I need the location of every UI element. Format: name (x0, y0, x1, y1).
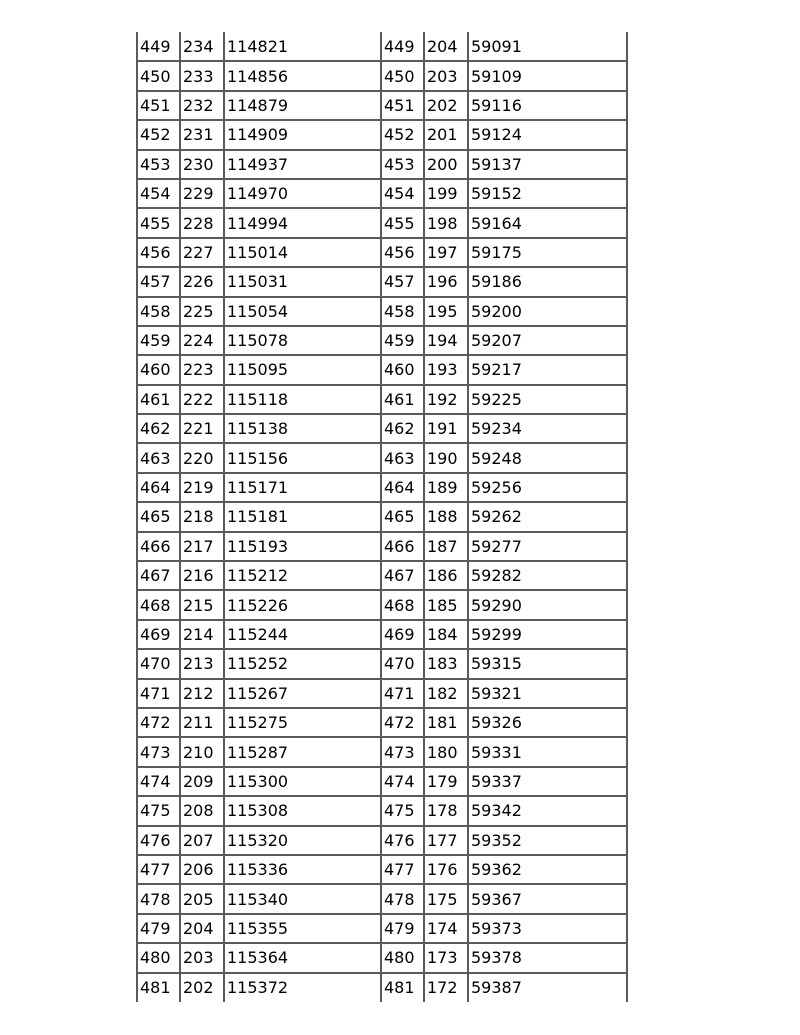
cell-left-score: 465 (137, 502, 180, 531)
cell-left-score: 455 (137, 208, 180, 237)
cell-right-score: 460 (381, 355, 424, 384)
cell-left-score: 453 (137, 150, 180, 179)
cell-left-score: 471 (137, 679, 180, 708)
cell-left-score: 449 (137, 32, 180, 61)
cell-left-count: 222 (180, 385, 224, 414)
cell-right-score: 475 (381, 796, 424, 825)
cell-right-count: 191 (424, 414, 468, 443)
cell-left-cumulative: 114937 (224, 150, 381, 179)
cell-right-score: 467 (381, 561, 424, 590)
cell-left-count: 233 (180, 61, 224, 90)
cell-right-score: 452 (381, 120, 424, 149)
cell-right-score: 468 (381, 590, 424, 619)
cell-right-score: 459 (381, 326, 424, 355)
cell-left-count: 207 (180, 826, 224, 855)
cell-right-score: 455 (381, 208, 424, 237)
cell-right-cumulative: 59282 (468, 561, 627, 590)
cell-right-count: 184 (424, 620, 468, 649)
table-row (137, 502, 627, 531)
table-row (137, 414, 627, 443)
table-row (137, 561, 627, 590)
cell-right-cumulative: 59137 (468, 150, 627, 179)
cell-left-cumulative: 115275 (224, 708, 381, 737)
cell-left-count: 206 (180, 855, 224, 884)
cell-left-count: 203 (180, 943, 224, 972)
cell-left-cumulative: 115095 (224, 355, 381, 384)
table-row (137, 61, 627, 90)
cell-left-score: 466 (137, 532, 180, 561)
table-row (137, 326, 627, 355)
cell-right-score: 465 (381, 502, 424, 531)
table-row (137, 679, 627, 708)
cell-left-score: 463 (137, 443, 180, 472)
cell-left-cumulative: 115181 (224, 502, 381, 531)
cell-left-score: 479 (137, 914, 180, 943)
cell-right-cumulative: 59091 (468, 32, 627, 61)
cell-right-cumulative: 59331 (468, 737, 627, 766)
table-row (137, 943, 627, 972)
cell-left-score: 468 (137, 590, 180, 619)
cell-left-score: 467 (137, 561, 180, 590)
cell-left-cumulative: 114994 (224, 208, 381, 237)
cell-right-cumulative: 59124 (468, 120, 627, 149)
document-page (136, 32, 626, 1002)
score-table (136, 32, 628, 1002)
cell-left-cumulative: 115078 (224, 326, 381, 355)
table-row (137, 473, 627, 502)
cell-right-score: 462 (381, 414, 424, 443)
table-row (137, 532, 627, 561)
cell-left-cumulative: 115226 (224, 590, 381, 619)
cell-right-cumulative: 59299 (468, 620, 627, 649)
cell-right-score: 476 (381, 826, 424, 855)
cell-left-count: 224 (180, 326, 224, 355)
cell-left-cumulative: 114821 (224, 32, 381, 61)
table-row (137, 708, 627, 737)
cell-left-score: 461 (137, 385, 180, 414)
cell-left-cumulative: 115171 (224, 473, 381, 502)
cell-left-score: 470 (137, 649, 180, 678)
cell-right-count: 187 (424, 532, 468, 561)
cell-right-count: 192 (424, 385, 468, 414)
table-row (137, 973, 627, 1002)
cell-right-cumulative: 59277 (468, 532, 627, 561)
cell-right-score: 480 (381, 943, 424, 972)
cell-left-count: 211 (180, 708, 224, 737)
cell-right-cumulative: 59367 (468, 884, 627, 913)
cell-right-score: 464 (381, 473, 424, 502)
cell-left-count: 205 (180, 884, 224, 913)
cell-right-count: 174 (424, 914, 468, 943)
cell-right-count: 177 (424, 826, 468, 855)
cell-left-cumulative: 115212 (224, 561, 381, 590)
cell-right-count: 185 (424, 590, 468, 619)
cell-left-score: 464 (137, 473, 180, 502)
cell-right-count: 178 (424, 796, 468, 825)
cell-left-cumulative: 115336 (224, 855, 381, 884)
cell-left-score: 473 (137, 737, 180, 766)
cell-right-score: 466 (381, 532, 424, 561)
cell-left-score: 481 (137, 973, 180, 1002)
cell-left-score: 462 (137, 414, 180, 443)
table-row (137, 385, 627, 414)
cell-left-count: 229 (180, 179, 224, 208)
cell-right-count: 175 (424, 884, 468, 913)
cell-right-count: 193 (424, 355, 468, 384)
table-row (137, 238, 627, 267)
table-row (137, 267, 627, 296)
cell-right-cumulative: 59234 (468, 414, 627, 443)
cell-right-count: 180 (424, 737, 468, 766)
table-row (137, 826, 627, 855)
cell-right-cumulative: 59342 (468, 796, 627, 825)
cell-right-cumulative: 59175 (468, 238, 627, 267)
cell-right-cumulative: 59164 (468, 208, 627, 237)
score-table-body (137, 32, 627, 1002)
cell-right-count: 198 (424, 208, 468, 237)
cell-right-count: 194 (424, 326, 468, 355)
cell-right-count: 197 (424, 238, 468, 267)
cell-left-cumulative: 115300 (224, 767, 381, 796)
cell-right-score: 456 (381, 238, 424, 267)
table-row (137, 179, 627, 208)
cell-right-score: 450 (381, 61, 424, 90)
cell-left-cumulative: 115320 (224, 826, 381, 855)
cell-right-cumulative: 59152 (468, 179, 627, 208)
cell-left-cumulative: 114879 (224, 91, 381, 120)
cell-right-score: 472 (381, 708, 424, 737)
cell-right-cumulative: 59387 (468, 973, 627, 1002)
cell-right-cumulative: 59116 (468, 91, 627, 120)
cell-left-score: 476 (137, 826, 180, 855)
table-row (137, 443, 627, 472)
cell-right-cumulative: 59352 (468, 826, 627, 855)
table-row (137, 767, 627, 796)
cell-left-count: 213 (180, 649, 224, 678)
cell-right-cumulative: 59362 (468, 855, 627, 884)
table-row (137, 590, 627, 619)
cell-left-cumulative: 115014 (224, 238, 381, 267)
cell-right-count: 183 (424, 649, 468, 678)
cell-left-score: 456 (137, 238, 180, 267)
table-row (137, 120, 627, 149)
cell-left-count: 204 (180, 914, 224, 943)
cell-right-count: 190 (424, 443, 468, 472)
cell-left-score: 454 (137, 179, 180, 208)
cell-left-cumulative: 115138 (224, 414, 381, 443)
cell-left-cumulative: 115054 (224, 297, 381, 326)
cell-right-count: 186 (424, 561, 468, 590)
cell-left-cumulative: 115252 (224, 649, 381, 678)
cell-right-cumulative: 59378 (468, 943, 627, 972)
cell-right-cumulative: 59225 (468, 385, 627, 414)
table-row (137, 796, 627, 825)
cell-right-score: 471 (381, 679, 424, 708)
cell-right-score: 458 (381, 297, 424, 326)
cell-left-score: 474 (137, 767, 180, 796)
cell-left-count: 209 (180, 767, 224, 796)
cell-left-count: 225 (180, 297, 224, 326)
cell-left-cumulative: 115372 (224, 973, 381, 1002)
cell-left-count: 228 (180, 208, 224, 237)
cell-right-cumulative: 59337 (468, 767, 627, 796)
cell-right-count: 195 (424, 297, 468, 326)
cell-left-cumulative: 115193 (224, 532, 381, 561)
cell-left-cumulative: 115267 (224, 679, 381, 708)
cell-right-score: 473 (381, 737, 424, 766)
table-row (137, 91, 627, 120)
cell-left-cumulative: 115244 (224, 620, 381, 649)
cell-left-score: 458 (137, 297, 180, 326)
cell-right-score: 481 (381, 973, 424, 1002)
cell-right-score: 463 (381, 443, 424, 472)
table-row (137, 914, 627, 943)
cell-left-cumulative: 115308 (224, 796, 381, 825)
table-row (137, 297, 627, 326)
cell-right-cumulative: 59373 (468, 914, 627, 943)
cell-right-count: 182 (424, 679, 468, 708)
cell-right-count: 189 (424, 473, 468, 502)
cell-left-cumulative: 114856 (224, 61, 381, 90)
cell-right-count: 188 (424, 502, 468, 531)
cell-left-cumulative: 115355 (224, 914, 381, 943)
cell-right-cumulative: 59315 (468, 649, 627, 678)
cell-left-score: 469 (137, 620, 180, 649)
cell-left-cumulative: 115340 (224, 884, 381, 913)
cell-left-count: 226 (180, 267, 224, 296)
cell-left-score: 472 (137, 708, 180, 737)
cell-right-cumulative: 59109 (468, 61, 627, 90)
cell-right-count: 172 (424, 973, 468, 1002)
cell-right-score: 461 (381, 385, 424, 414)
cell-right-count: 181 (424, 708, 468, 737)
cell-right-cumulative: 59262 (468, 502, 627, 531)
cell-right-cumulative: 59200 (468, 297, 627, 326)
cell-right-score: 454 (381, 179, 424, 208)
cell-left-count: 212 (180, 679, 224, 708)
table-row (137, 855, 627, 884)
cell-left-cumulative: 115364 (224, 943, 381, 972)
cell-left-score: 459 (137, 326, 180, 355)
cell-right-count: 179 (424, 767, 468, 796)
cell-left-count: 230 (180, 150, 224, 179)
cell-right-cumulative: 59217 (468, 355, 627, 384)
cell-right-score: 449 (381, 32, 424, 61)
cell-left-count: 221 (180, 414, 224, 443)
cell-left-cumulative: 115118 (224, 385, 381, 414)
cell-right-count: 173 (424, 943, 468, 972)
cell-left-count: 218 (180, 502, 224, 531)
table-row (137, 355, 627, 384)
cell-left-count: 234 (180, 32, 224, 61)
cell-left-count: 219 (180, 473, 224, 502)
cell-left-count: 214 (180, 620, 224, 649)
cell-right-score: 474 (381, 767, 424, 796)
table-row (137, 737, 627, 766)
cell-right-score: 470 (381, 649, 424, 678)
cell-left-cumulative: 115031 (224, 267, 381, 296)
cell-right-score: 457 (381, 267, 424, 296)
table-row (137, 620, 627, 649)
cell-right-cumulative: 59321 (468, 679, 627, 708)
cell-left-score: 457 (137, 267, 180, 296)
table-row (137, 884, 627, 913)
cell-right-score: 469 (381, 620, 424, 649)
cell-left-count: 231 (180, 120, 224, 149)
cell-right-cumulative: 59256 (468, 473, 627, 502)
cell-right-score: 451 (381, 91, 424, 120)
cell-left-count: 215 (180, 590, 224, 619)
cell-left-score: 450 (137, 61, 180, 90)
cell-left-count: 210 (180, 737, 224, 766)
cell-left-count: 232 (180, 91, 224, 120)
cell-right-count: 203 (424, 61, 468, 90)
cell-left-count: 202 (180, 973, 224, 1002)
cell-left-cumulative: 115287 (224, 737, 381, 766)
cell-left-score: 475 (137, 796, 180, 825)
cell-right-cumulative: 59326 (468, 708, 627, 737)
cell-right-count: 199 (424, 179, 468, 208)
cell-right-count: 204 (424, 32, 468, 61)
cell-left-score: 480 (137, 943, 180, 972)
cell-left-count: 227 (180, 238, 224, 267)
cell-left-score: 451 (137, 91, 180, 120)
cell-left-count: 220 (180, 443, 224, 472)
table-row (137, 32, 627, 61)
cell-left-score: 478 (137, 884, 180, 913)
cell-right-count: 201 (424, 120, 468, 149)
cell-left-count: 217 (180, 532, 224, 561)
cell-right-cumulative: 59248 (468, 443, 627, 472)
cell-right-count: 196 (424, 267, 468, 296)
cell-left-cumulative: 114970 (224, 179, 381, 208)
table-row (137, 649, 627, 678)
cell-left-cumulative: 114909 (224, 120, 381, 149)
cell-right-score: 478 (381, 884, 424, 913)
cell-right-count: 200 (424, 150, 468, 179)
table-row (137, 150, 627, 179)
cell-left-count: 208 (180, 796, 224, 825)
cell-right-cumulative: 59207 (468, 326, 627, 355)
cell-right-score: 479 (381, 914, 424, 943)
cell-right-count: 202 (424, 91, 468, 120)
cell-left-score: 477 (137, 855, 180, 884)
cell-left-score: 460 (137, 355, 180, 384)
cell-left-count: 216 (180, 561, 224, 590)
cell-right-cumulative: 59290 (468, 590, 627, 619)
cell-right-cumulative: 59186 (468, 267, 627, 296)
cell-right-score: 453 (381, 150, 424, 179)
table-row (137, 208, 627, 237)
cell-left-score: 452 (137, 120, 180, 149)
cell-left-cumulative: 115156 (224, 443, 381, 472)
cell-right-score: 477 (381, 855, 424, 884)
cell-left-count: 223 (180, 355, 224, 384)
cell-right-count: 176 (424, 855, 468, 884)
